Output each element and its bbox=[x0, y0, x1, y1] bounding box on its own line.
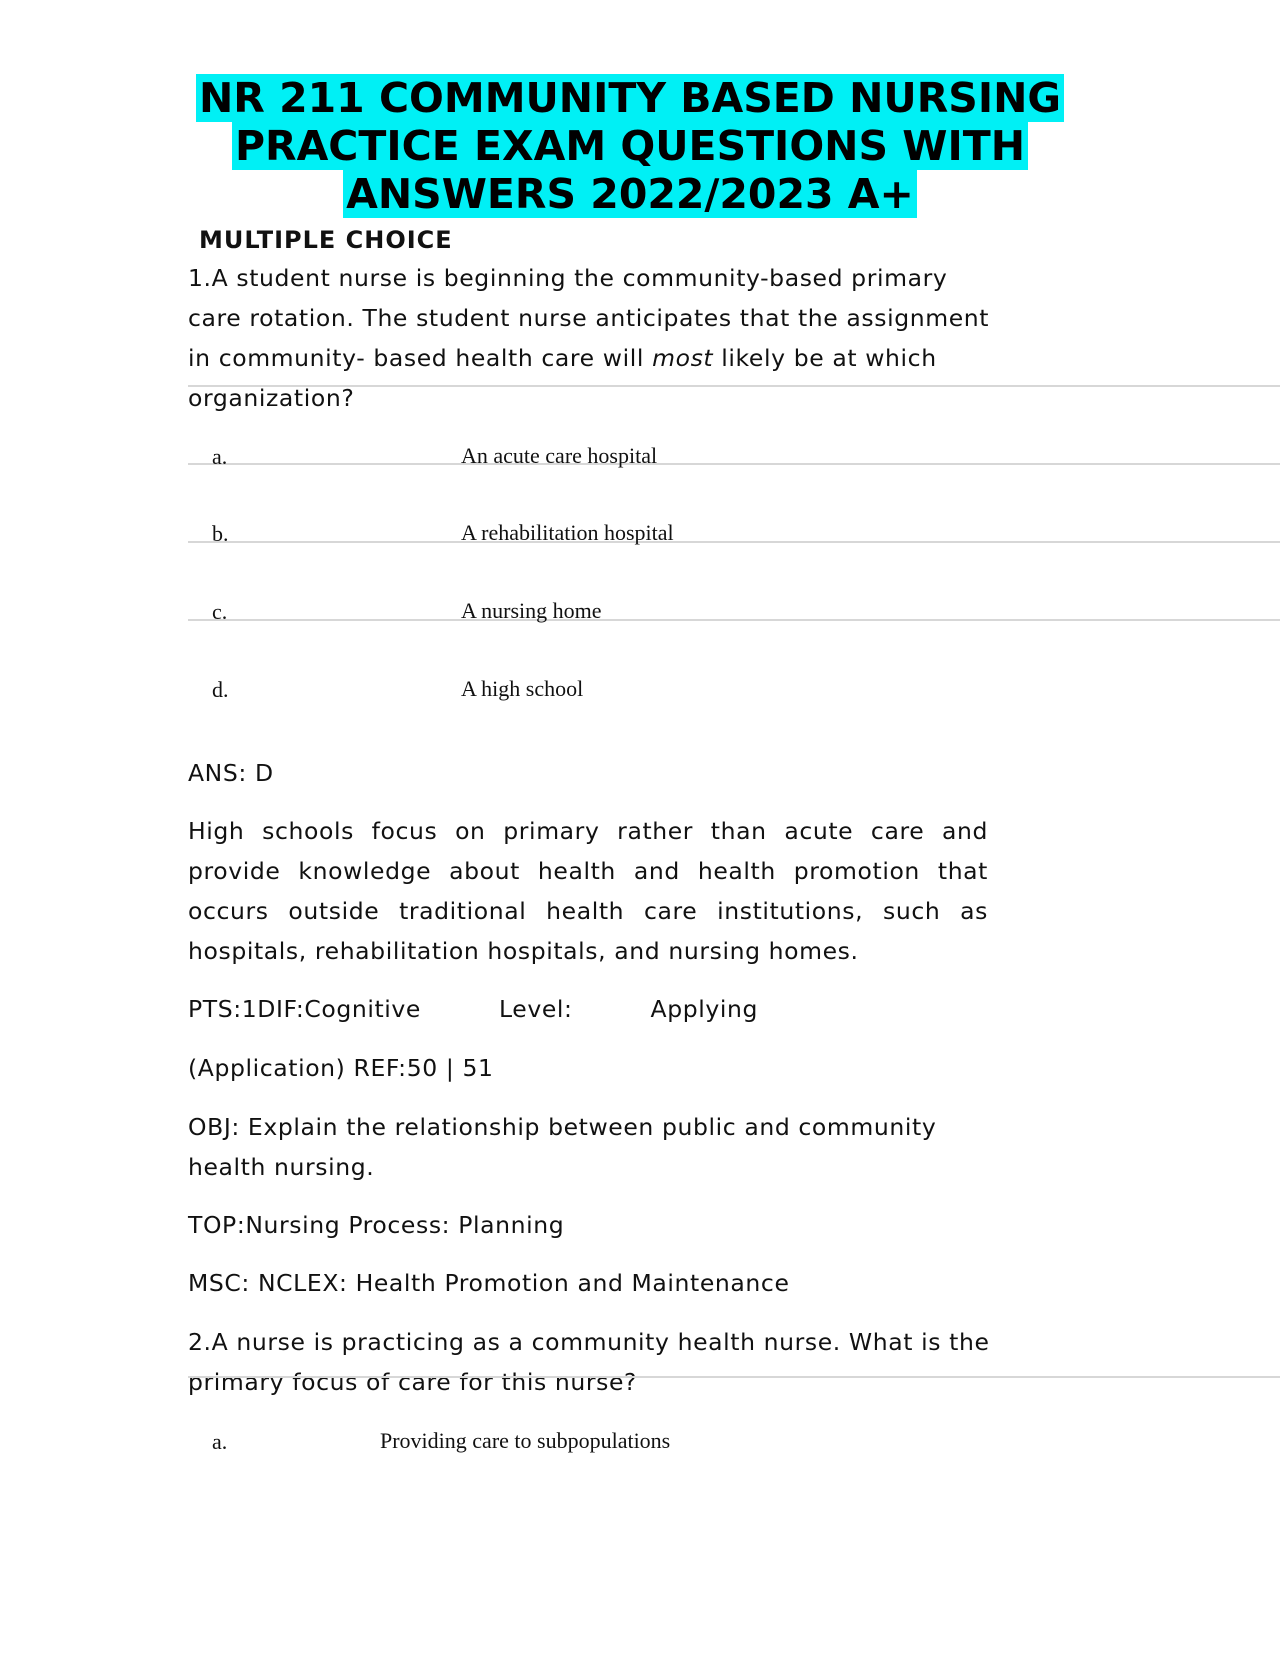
option-c-letter: c. bbox=[212, 599, 228, 624]
title-line-3: ANSWERS 2022/2023 A+ bbox=[343, 170, 917, 218]
stem-emphasis: most bbox=[652, 344, 714, 372]
document-title bbox=[150, 74, 1110, 218]
rationale: High schools focus on primary rather than acute care and provide knowledge about health and health promotion that occurs outside traditional health care institutions, such as hospitals, rehabilitation hospitals, and nursing homes. bbox=[188, 817, 988, 965]
question-2-stem bbox=[188, 1322, 1068, 1402]
stem-line: care rotation. The student nurse anticipates that the assignment bbox=[188, 304, 990, 332]
stem-line bbox=[188, 338, 1068, 378]
title-line-2: PRACTICE EXAM QUESTIONS WITH bbox=[232, 122, 1028, 170]
table-rule bbox=[188, 1376, 1280, 1378]
option-d-letter: d. bbox=[212, 677, 229, 702]
stem-line: organization? bbox=[188, 384, 355, 412]
option-b-letter: b. bbox=[212, 521, 229, 546]
option-c-text: A nursing home bbox=[461, 598, 602, 623]
question-1-stem bbox=[188, 258, 1068, 418]
section-heading: MULTIPLE CHOICE bbox=[199, 226, 453, 254]
stem-line: primary focus of care for this nurse? bbox=[188, 1368, 638, 1396]
option-a-text: An acute care hospital bbox=[461, 443, 658, 468]
table-rule bbox=[188, 463, 1280, 465]
stem-line: 2.A nurse is practicing as a community health nurse. What is the bbox=[188, 1328, 990, 1356]
meta-application-ref: (Application) REF:50 | 51 bbox=[188, 1054, 494, 1082]
meta-topic: TOP:Nursing Process: Planning bbox=[188, 1211, 565, 1239]
q2-option-a-letter: a. bbox=[212, 1429, 228, 1454]
option-a-letter: a. bbox=[212, 444, 228, 469]
meta-msc: MSC: NCLEX: Health Promotion and Maintenance bbox=[188, 1269, 790, 1297]
stem-line: 1.A student nurse is beginning the community-based primary bbox=[188, 264, 948, 292]
meta-level-label: Level: bbox=[498, 995, 573, 1023]
meta-pts: PTS:1DIF:Cognitive bbox=[188, 995, 421, 1023]
stem-text: likely be at which bbox=[713, 344, 937, 372]
q2-option-a-text: Providing care to subpopulations bbox=[380, 1428, 671, 1453]
stem-text: in community- based health care will bbox=[188, 344, 653, 372]
meta-level-value: Applying bbox=[650, 995, 759, 1023]
meta-objective: OBJ: Explain the relationship between public and community health nursing. bbox=[188, 1113, 937, 1181]
table-rule bbox=[188, 385, 1280, 387]
table-rule bbox=[188, 541, 1280, 543]
answer: ANS: D bbox=[188, 759, 274, 787]
table-rule bbox=[188, 619, 1280, 621]
option-b-text: A rehabilitation hospital bbox=[461, 520, 674, 545]
title-line-1: NR 211 COMMUNITY BASED NURSING bbox=[196, 74, 1064, 122]
meta-pts-line bbox=[188, 989, 1068, 1029]
option-d-text: A high school bbox=[461, 676, 584, 701]
